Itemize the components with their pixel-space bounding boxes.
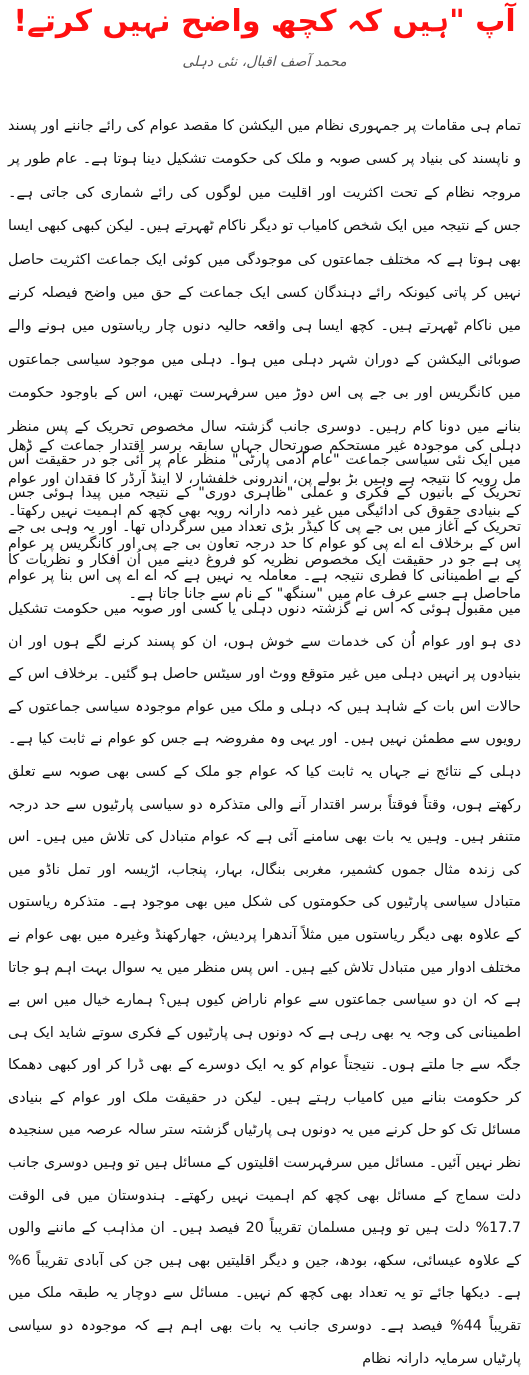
article-title: آپ "ہیں کہ کچھ واضح نہیں کرتے! xyxy=(13,4,516,39)
article-byline: محمد آصف اقبال، نئی دہلی xyxy=(182,54,347,70)
article-paragraph-2: دہلی کی موجودہ غیر مستحکم صورتحال جہاں سابقہ برسر اقتدار جماعت کے ڈھل مل رویہ کا نتیجہ ہے وہیں بڑ بولے پن، اندرونی خلفشار، لا اینڈ آرڈر کا فقدان اور عوام کے بنیادی حقوق کی ادائیگی میں غیر ذمہ دارانہ رویہ بھی کچھ کم اہمیت نہیں رکھتا۔ اس کے برخلاف اے اے پی کو عوام کا حد درجہ تعاون بی جے پی اور کانگریس پر عوام کے بے اطمینانی کا فطری نتیجہ ہے۔ معاملہ یہ نہیں ہے کہ اے اے پی اس بنا پر عوام میں مقبول ہوئی کہ اس نے گزشتہ دنوں دہلی یا کسی اور صوبہ میں حکومت تشکیل دی ہو اور عوام اُن کی خدمات سے خوش ہوں، ان کو پسند کرنے لگے ہوں اور ان بنیادوں پر انہیں دہلی میں غیر متوقع ووٹ اور سیٹس حاصل ہو گئیں۔ برخلاف اس کے حالات اس بات کے شاہد ہیں کہ دہلی و ملک میں عوام موجودہ سیاسی جماعتوں کے رویوں سے مطمئن نہیں ہیں۔ اور یہی وہ مفروضہ ہے جس کو عوام نے ثابت کیا ہے۔ دہلی کے نتائج نے جہاں یہ ثابت کیا کہ عوام جو ملک کے کسی بھی صوبہ سے تعلق رکھتے ہوں، وقتاً فوقتاً برسر اقتدار آنے والی متذکرہ دو سیاسی پارٹیوں سے حد درجہ متنفر ہیں۔ وہیں یہ بات بھی سامنے آئی ہے کہ عوام متبادل کی تلاش میں ہیں۔ اس کی زندہ مثال جموں کشمیر، مغربی بنگال، بہار، پنجاب، اڑیسہ اور تمل ناڈو میں متبادل سیاسی پارٹیوں کی حکومتوں کی شکل میں بھی موجود ہے۔ متذکرہ ریاستوں کے علاوہ بھی دیگر ریاستوں میں مثلاً آندھرا پردیش، جھارکھنڈ وغیرہ میں بھی عوام نے مختلف ادوار میں متبادل تلاش کیے ہیں۔ اس پس منظر میں یہ سوال بہت اہم ہو جاتا ہے کہ ان دو سیاسی جماعتوں سے عوام ناراض کیوں ہیں؟ ہمارے خیال میں اس بے اطمینانی کی وجہ یہ بھی رہی ہے کہ دونوں ہی پارٹیوں کے فکری سوتے شاید ایک ہی جگہ سے جا ملتے ہوں۔ نتیجتاً عوام کو یہ ایک دوسرے کے بھی ڈرا کر اور کبھی دھمکا کر حکومت بنانے میں کامیاب رہتے ہیں۔ لیکن در حقیقت ملک اور عوام کے بنیادی مسائل تک کو حل کرنے میں یہ دونوں ہی پارٹیاں گزشتہ ستر سالہ عرصہ میں سنجیدہ نظر نہیں آئیں۔ مسائل میں سرفہرست اقلیتوں کے مسائل ہیں تو وہیں دوسری جانب دلت سماج کے مسائل بھی کچھ کم اہمیت نہیں رکھتے۔ ہندوستان میں فی الوقت 17.7% دلت ہیں تو وہیں مسلمان تقریباً 20 فیصد ہیں۔ ان مذاہب کے ماننے والوں کے علاوہ عیسائی، سکھ، بودھ، جین و دیگر اقلیتیں بھی ہیں جن کی آبادی تقریباً 6% ہے۔ دیکھا جائے تو یہ تعداد بھی کچھ کم نہیں۔ مسائل سے دوچار یہ طبقہ ملک میں تقریباً 44% فیصد ہے۔ دوسری جانب یہ بات بھی اہم ہے کہ موجودہ دو سیاسی پارٹیاں سرمایہ دارانہ نظام xyxy=(8,438,521,1367)
article-paragraph-1: تمام ہی مقامات پر جمہوری نظام میں الیکشن کا مقصد عوام کی رائے جاننے اور پسند و ناپسند کی بنیاد پر کسی صوبہ و ملک کی حکومت تشکیل دینا ہوتا ہے۔ عام طور پر مروجہ نظام کے تحت اکثریت اور اقلیت میں لوگوں کی رائے شماری کی جاتی ہے۔ جس کے نتیجہ میں ایک شخص کامیاب تو دیگر ناکام ٹھہرتے ہیں۔ لیکن کبھی کبھی ایسا بھی ہوتا ہے کہ مختلف جماعتوں کی موجودگی میں کوئی ایک جماعت اکثریت حاصل نہیں کر پاتی کیونکہ رائے دہندگان کسی ایک جماعت کے حق میں واضح فیصلہ کرنے میں ناکام ٹھہرتے ہیں۔ کچھ ایسا ہی واقعہ حالیہ دنوں چار ریاستوں میں ہونے والے صوبائی الیکشن کے دوران شہر دہلی میں ہوا۔ دہلی میں موجود سیاسی جماعتوں میں کانگریس اور بی جے پی اس دوڑ میں سرفہرست تھیں، اس کے باوجود حکومت بنانے میں دونا کام رہیں۔ دوسری جانب گزشتہ سال مخصوص تحریک کے پس منظر میں ایک نئی سیاسی جماعت "عام آدمی پارٹی" منظر عام پر آئی جو در حقیقت اُس تحریک کے بانیوں کے فکری و عملی "ظاہری دوری" کے نتیجہ میں پیدا ہوئی جس تحریک کے آغاز میں بی جے پی کا کیڈر بڑی تعداد میں سرگرداں تھا۔ اور یہ وہی بی جے پی ہے جو در حقیقت ایک مخصوص نظریہ کو فروغ دینے میں اُن افکار و نظریات کا ماحاصل ہے جسے عرف عام میں "سنگھ" کے نام سے جانا جاتا ہے۔ xyxy=(8,118,521,602)
